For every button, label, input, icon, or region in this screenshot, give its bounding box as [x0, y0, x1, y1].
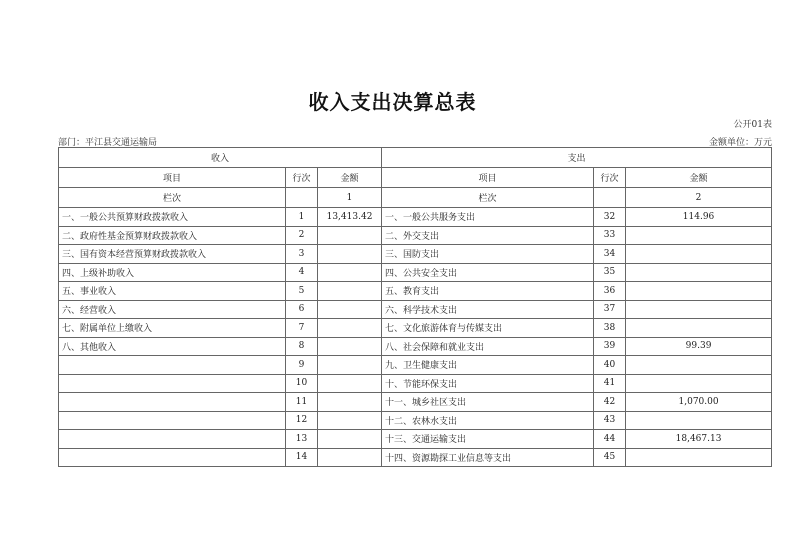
expense-amount-cell — [626, 300, 772, 319]
income-column-index-label: 栏次 — [59, 188, 286, 208]
section-header-row — [59, 148, 772, 168]
expense-amount-cell — [626, 282, 772, 301]
income-row-no-cell: 6 — [286, 300, 318, 319]
expense-item-cell: 四、公共安全支出 — [382, 263, 594, 282]
income-item-cell — [59, 374, 286, 393]
expense-item-cell: 十、节能环保支出 — [382, 374, 594, 393]
table-row — [59, 319, 772, 338]
column-index-row — [59, 188, 772, 208]
income-item-header: 项目 — [59, 168, 286, 188]
income-amount-cell — [318, 337, 382, 356]
table-row — [59, 208, 772, 227]
expense-column-index: 2 — [626, 188, 772, 208]
table-row — [59, 411, 772, 430]
expense-amount-cell: 99.39 — [626, 337, 772, 356]
expense-row-no-cell: 45 — [594, 448, 626, 467]
income-item-cell: 一、一般公共预算财政拨款收入 — [59, 208, 286, 227]
income-amount-cell — [318, 356, 382, 375]
income-item-cell: 六、经营收入 — [59, 300, 286, 319]
income-item-cell — [59, 448, 286, 467]
expense-amount-cell — [626, 245, 772, 264]
income-item-cell — [59, 356, 286, 375]
income-row-no-cell: 2 — [286, 226, 318, 245]
expense-row-no-cell: 44 — [594, 430, 626, 449]
expense-row-no-cell: 40 — [594, 356, 626, 375]
income-row-no-cell: 9 — [286, 356, 318, 375]
income-column-index: 1 — [318, 188, 382, 208]
expense-item-cell: 三、国防支出 — [382, 245, 594, 264]
expense-amount-cell — [626, 448, 772, 467]
table-row — [59, 282, 772, 301]
income-item-cell — [59, 393, 286, 412]
income-amount-cell — [318, 282, 382, 301]
income-row-no-cell: 13 — [286, 430, 318, 449]
expense-amount-cell — [626, 411, 772, 430]
income-amount-cell — [318, 263, 382, 282]
expense-amount-cell — [626, 374, 772, 393]
department-label: 部门：平江县交通运输局 — [58, 138, 158, 148]
income-row-no-cell: 7 — [286, 319, 318, 338]
income-amount-cell — [318, 430, 382, 449]
income-row-no-cell: 14 — [286, 448, 318, 467]
income-row-no-cell: 5 — [286, 282, 318, 301]
income-amount-cell — [318, 448, 382, 467]
expense-row-no-cell: 42 — [594, 393, 626, 412]
income-item-cell: 五、事业收入 — [59, 282, 286, 301]
income-item-cell: 三、国有资本经营预算财政拨款收入 — [59, 245, 286, 264]
income-amount-cell — [318, 393, 382, 412]
expense-row-no-cell: 32 — [594, 208, 626, 227]
income-row-no-cell: 12 — [286, 411, 318, 430]
expense-amount-cell — [626, 356, 772, 375]
income-amount-cell — [318, 374, 382, 393]
table-row — [59, 226, 772, 245]
income-row-no-header: 行次 — [286, 168, 318, 188]
form-number: 公开01表 — [733, 120, 772, 130]
expense-row-no-cell: 33 — [594, 226, 626, 245]
empty-cell — [286, 188, 318, 208]
expense-item-cell: 八、社会保障和就业支出 — [382, 337, 594, 356]
income-item-cell — [59, 411, 286, 430]
income-row-no-cell: 10 — [286, 374, 318, 393]
expense-row-no-cell: 37 — [594, 300, 626, 319]
table-row — [59, 356, 772, 375]
page-title: 收入支出决算总表 — [308, 90, 477, 114]
expense-item-cell: 十四、资源勘探工业信息等支出 — [382, 448, 594, 467]
income-amount-cell — [318, 245, 382, 264]
expense-row-no-header: 行次 — [594, 168, 626, 188]
expense-section-header: 支出 — [382, 148, 772, 168]
expense-amount-cell: 1,070.00 — [626, 393, 772, 412]
expense-row-no-cell: 36 — [594, 282, 626, 301]
table-row — [59, 245, 772, 264]
income-row-no-cell: 3 — [286, 245, 318, 264]
expense-row-no-cell: 39 — [594, 337, 626, 356]
table-row — [59, 300, 772, 319]
expense-item-cell: 九、卫生健康支出 — [382, 356, 594, 375]
table-row — [59, 337, 772, 356]
table-row — [59, 393, 772, 412]
expense-item-cell: 十三、交通运输支出 — [382, 430, 594, 449]
income-expense-table — [58, 147, 772, 467]
income-item-cell: 七、附属单位上缴收入 — [59, 319, 286, 338]
expense-item-cell: 十一、城乡社区支出 — [382, 393, 594, 412]
expense-item-cell: 十二、农林水支出 — [382, 411, 594, 430]
income-item-cell: 八、其他收入 — [59, 337, 286, 356]
income-item-cell — [59, 430, 286, 449]
expense-item-cell: 六、科学技术支出 — [382, 300, 594, 319]
income-row-no-cell: 8 — [286, 337, 318, 356]
empty-cell — [594, 188, 626, 208]
expense-row-no-cell: 34 — [594, 245, 626, 264]
income-amount-cell — [318, 226, 382, 245]
expense-item-cell: 二、外交支出 — [382, 226, 594, 245]
income-item-cell: 四、上级补助收入 — [59, 263, 286, 282]
income-section-header: 收入 — [59, 148, 382, 168]
income-amount-cell — [318, 300, 382, 319]
expense-item-cell: 七、文化旅游体育与传媒支出 — [382, 319, 594, 338]
income-amount-cell: 13,413.42 — [318, 208, 382, 227]
expense-row-no-cell: 35 — [594, 263, 626, 282]
expense-amount-cell — [626, 319, 772, 338]
income-row-no-cell: 4 — [286, 263, 318, 282]
expense-row-no-cell: 38 — [594, 319, 626, 338]
expense-item-cell: 五、教育支出 — [382, 282, 594, 301]
income-amount-cell — [318, 411, 382, 430]
expense-item-header: 项目 — [382, 168, 594, 188]
table-row — [59, 448, 772, 467]
income-amount-cell — [318, 319, 382, 338]
income-item-cell: 二、政府性基金预算财政拨款收入 — [59, 226, 286, 245]
table-row — [59, 263, 772, 282]
expense-amount-cell: 18,467.13 — [626, 430, 772, 449]
expense-amount-cell: 114.96 — [626, 208, 772, 227]
expense-item-cell: 一、一般公共服务支出 — [382, 208, 594, 227]
income-row-no-cell: 1 — [286, 208, 318, 227]
expense-amount-cell — [626, 263, 772, 282]
income-row-no-cell: 11 — [286, 393, 318, 412]
income-amount-header: 金额 — [318, 168, 382, 188]
expense-column-index-label: 栏次 — [382, 188, 594, 208]
column-header-row — [59, 168, 772, 188]
expense-amount-cell — [626, 226, 772, 245]
unit-label: 金额单位：万元 — [708, 138, 772, 148]
expense-row-no-cell: 43 — [594, 411, 626, 430]
expense-row-no-cell: 41 — [594, 374, 626, 393]
expense-amount-header: 金额 — [626, 168, 772, 188]
table-row — [59, 374, 772, 393]
table-row — [59, 430, 772, 449]
